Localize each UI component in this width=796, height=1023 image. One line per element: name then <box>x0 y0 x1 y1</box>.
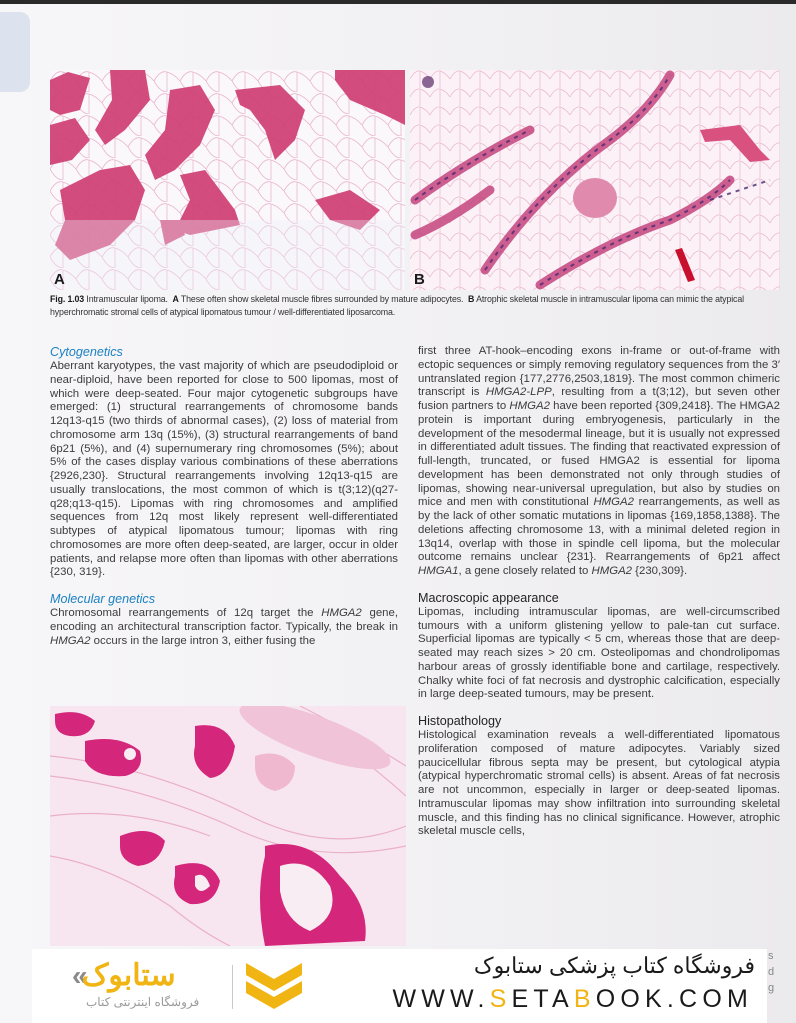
figure-panel-a <box>50 70 405 290</box>
figure-panel-osteolipoma <box>50 706 406 946</box>
section-heading-histopathology: Histopathology <box>418 714 502 728</box>
caption-text-b: Atrophic skeletal muscle in intramuscular lipoma can mimic the atypical hyperchromatic stromal cells of atypical lipomatous tumour / well-differentiated liposarcoma. <box>50 294 744 318</box>
logo-divider <box>232 965 233 1009</box>
figure-panel-b <box>410 70 780 290</box>
store-name: فروشگاه کتاب پزشکی ستابوک <box>473 953 755 978</box>
caption-label-a: A <box>172 294 179 305</box>
molecular-genetics-paragraph-start: Chromosomal rearrangements of 12q target the HMGA2 gene, encoding an architectural transcription factor. Typically, the break in HMGA2 occurs in the large intron 3, either fusing the <box>50 607 398 647</box>
figure-panel-label-b: B <box>414 271 425 288</box>
setabook-logo <box>72 961 222 1017</box>
micrograph-bone-islands-image <box>50 706 406 946</box>
logo-wordmark: ستابوک <box>81 959 176 992</box>
text-column-left <box>50 345 398 648</box>
setabook-chevron-mark-icon <box>244 959 304 1015</box>
micrograph-muscle-adipose-image <box>50 70 405 290</box>
figure-title: Intramuscular lipoma. <box>86 294 168 305</box>
store-url-link[interactable]: WWW.SETABOOK.COM <box>392 985 753 1013</box>
figure-caption <box>50 293 781 319</box>
molecular-genetics-paragraph-continued: first three AT-hook–encoding exons in-frame or out-of-frame with ectopic sequences or simply removing regulatory sequences from the 3′ untranslated region {177,2776,2503,1819}. The most common chimeric transcript is HMGA2-LPP, resulting from a t(3;12), but seven other fusion partners to HMGA2 have been reported {309,2418}. The HMGA2 protein is important during embryogenesis, particularly in the development of the mesodermal lineage, but it is usually not expressed in differentiated adult tissues. The finding that reactivated expression of full-length, truncated, or fused HMGA2 is essential for lipoma development has been demonstrated not only through studies of lipomas, showing near-universal upregulation, but also by studies on mice and men with constitutional HMGA2 rearrangements, as well as by the lack of other somatic mutations in lipomas {169,1858,1388}. The deletions affecting chromosome 13, with a minimal deleted region in 13q14, overlap with those in spindle cell lipoma, but the molecular outcome remains unclear {231}. Rearrangements of 6p21 affect HMGA1, a gene closely related to HMGA2 {230,309}. <box>418 345 780 577</box>
caption-label-b: B <box>467 294 475 305</box>
caption-text-a: These often show skeletal muscle fibres surrounded by mature adipocytes. <box>180 294 464 305</box>
page-tab-shadow <box>0 12 30 92</box>
setabook-watermark-banner <box>32 949 767 1023</box>
double-chevron-icon: « <box>72 960 80 991</box>
section-heading-molecular-genetics: Molecular genetics <box>50 592 155 606</box>
macroscopic-paragraph: Lipomas, including intramuscular lipomas, are well-circumscribed tumours with a uniform glistening yellow to pale-tan cut surface. Superficial lipomas are typically < 5 cm, whereas those that are deep-seated may reach sizes > 20 cm. Osteolipomas and chondrolipomas harbour areas of grossly identifiable bone and cartilage, respectively. Chalky white foci of fat necrosis and dystrophic calcification, especially in large deep-seated tumours, may be present. <box>418 605 780 701</box>
section-heading-macroscopic: Macroscopic appearance <box>418 590 559 605</box>
figure-panel-label-a: A <box>54 271 65 288</box>
text-column-right <box>418 345 780 839</box>
cut-off-text-edge: s d g <box>768 950 775 994</box>
section-heading-cytogenetics: Cytogenetics <box>50 345 123 359</box>
cytogenetics-paragraph: Aberrant karyotypes, the vast majority of which are pseudodiploid or near-diploid, have been reported for close to 500 lipomas, most of which were deep-seated. Four major cytogenetic subgroups have emerged: (1) structural rearrangements of chromosome bands 12q13-q15 (two thirds of abnormal cases), (2) loss of material from chromosome arm 13q (15%), (3) structural rearrangements of band 6p21 (5%), and (4) supernumerary ring chromosomes (5%); about 5% of the cases display various combinations of these aberrations {2926,230}. Structural rearrangements involving 12q13-q15 are usually translocations, the most common of which is t(3;12)(q27-q28;q13-q15). Lipomas with ring chromosomes and amplified sequences from 12q most likely represent well-differentiated subtypes of atypical lipomatous tumour; lipomas with ring chromosomes are more often deep-seated, are larger, occur in older patients, and relapse more often than lipomas with other aberrations {230, 319}. <box>50 360 398 579</box>
logo-subtitle: فروشگاه اینترنتی کتاب <box>86 995 200 1009</box>
figure-number: Fig. 1.03 <box>50 294 85 305</box>
micrograph-atrophic-muscle-image <box>410 70 780 290</box>
histopathology-paragraph: Histological examination reveals a well-differentiated lipomatous proliferation composed of mature adipocytes. Variably sized paucicellular fibrous septa may be present, but cytological atypia (atypical hyperchromatic stromal cells) is absent. Areas of fat necrosis are not uncommon, especially in larger or deep-seated lipomas. Intramuscular lipomas may show infiltration into surrounding skeletal muscle, and this finding has no clinical significance. However, atrophic skeletal muscle cells, <box>418 729 780 838</box>
